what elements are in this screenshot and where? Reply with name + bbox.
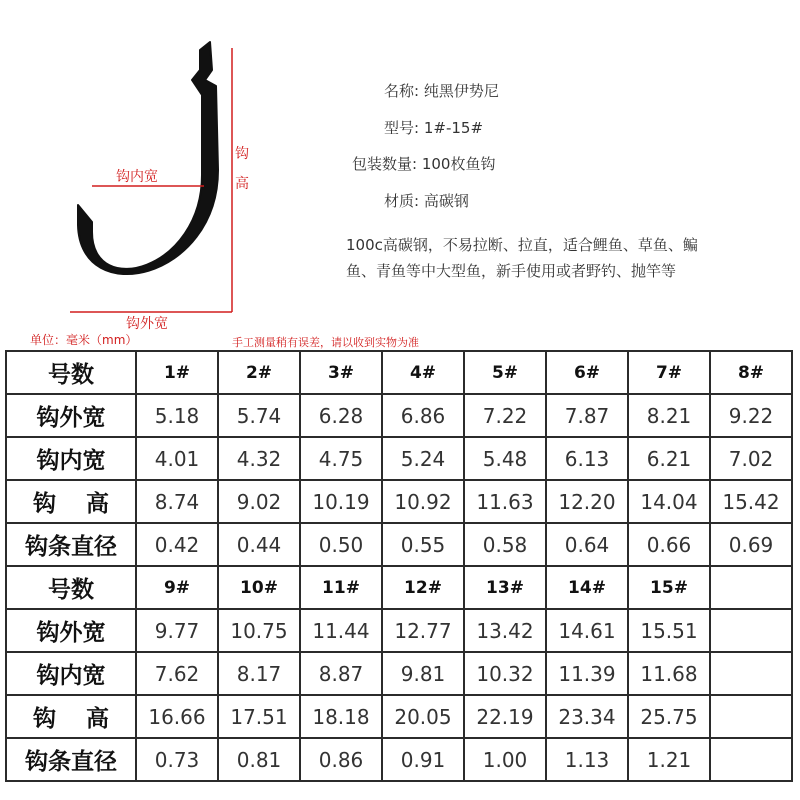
measurement-value: 0.69	[710, 523, 792, 566]
measurement-value: 9.02	[218, 480, 300, 523]
measurement-value: 4.32	[218, 437, 300, 480]
measurement-value: 8.17	[218, 652, 300, 695]
measurement-value	[710, 738, 792, 781]
measurement-label: 钩 高	[6, 695, 136, 738]
measurement-label: 钩内宽	[6, 652, 136, 695]
size-cell: 15#	[628, 566, 710, 609]
measurement-value: 7.87	[546, 394, 628, 437]
measurement-value: 9.81	[382, 652, 464, 695]
spec-package-label: 包装数量:	[352, 155, 418, 173]
height-label-top: 钩	[235, 146, 249, 162]
measurement-value: 11.68	[628, 652, 710, 695]
outer-width-label: 钩外宽	[126, 316, 168, 332]
measurement-label: 钩内宽	[6, 437, 136, 480]
hook-shape	[78, 42, 218, 274]
spec-model-label: 型号:	[384, 119, 420, 137]
size-cell: 12#	[382, 566, 464, 609]
measurement-value: 9.77	[136, 609, 218, 652]
unit-note: 单位：毫米（mm）	[30, 333, 138, 347]
measurement-value: 4.01	[136, 437, 218, 480]
measurement-value: 0.55	[382, 523, 464, 566]
measurement-row	[6, 394, 792, 437]
measurement-value: 1.13	[546, 738, 628, 781]
measurement-value: 7.22	[464, 394, 546, 437]
measurement-row	[6, 523, 792, 566]
measurement-value: 10.32	[464, 652, 546, 695]
size-cell	[710, 566, 792, 609]
measurement-value: 0.44	[218, 523, 300, 566]
measurement-value: 1.00	[464, 738, 546, 781]
spec-name-label: 名称:	[384, 82, 420, 100]
measurement-label: 钩条直径	[6, 738, 136, 781]
size-cell: 11#	[300, 566, 382, 609]
measurement-value: 14.61	[546, 609, 628, 652]
size-spec-table	[5, 350, 793, 782]
measurement-value: 11.44	[300, 609, 382, 652]
measurement-value: 0.91	[382, 738, 464, 781]
measurement-value: 5.24	[382, 437, 464, 480]
measurement-value: 0.86	[300, 738, 382, 781]
size-cell: 8#	[710, 351, 792, 394]
measurement-value: 6.13	[546, 437, 628, 480]
measurement-value: 15.42	[710, 480, 792, 523]
measurement-value: 23.34	[546, 695, 628, 738]
measurement-value: 17.51	[218, 695, 300, 738]
measurement-row	[6, 652, 792, 695]
measurement-value: 14.04	[628, 480, 710, 523]
measurement-label: 钩条直径	[6, 523, 136, 566]
measurement-value: 10.19	[300, 480, 382, 523]
spec-material-value: 高碳钢	[423, 192, 469, 210]
measurement-value: 6.21	[628, 437, 710, 480]
measurement-value: 22.19	[464, 695, 546, 738]
measurement-value: 8.21	[628, 394, 710, 437]
measurement-row	[6, 609, 792, 652]
spec-model	[384, 117, 483, 138]
size-cell: 4#	[382, 351, 464, 394]
measurement-value: 8.87	[300, 652, 382, 695]
measurement-value: 0.73	[136, 738, 218, 781]
measurement-value: 11.63	[464, 480, 546, 523]
measurement-row	[6, 480, 792, 523]
size-cell: 6#	[546, 351, 628, 394]
measurement-value: 12.77	[382, 609, 464, 652]
measurement-value: 5.74	[218, 394, 300, 437]
measurement-value: 7.62	[136, 652, 218, 695]
size-header-label: 号数	[6, 351, 136, 394]
size-cell: 3#	[300, 351, 382, 394]
measurement-value: 7.02	[710, 437, 792, 480]
product-description: 100c高碳钢，不易拉断、拉直，适合鲤鱼、草鱼、鳊鱼、青鱼等中大型鱼，新手使用或者野钓、抛竿等	[346, 236, 698, 280]
measurement-value: 8.74	[136, 480, 218, 523]
measurement-value: 4.75	[300, 437, 382, 480]
measurement-value: 5.48	[464, 437, 546, 480]
measurement-row	[6, 695, 792, 738]
size-cell: 2#	[218, 351, 300, 394]
measurement-row	[6, 437, 792, 480]
measurement-value: 0.81	[218, 738, 300, 781]
size-cell: 7#	[628, 351, 710, 394]
measurement-value: 0.58	[464, 523, 546, 566]
measurement-value: 16.66	[136, 695, 218, 738]
measurement-value: 9.22	[710, 394, 792, 437]
size-cell: 13#	[464, 566, 546, 609]
measurement-value: 20.05	[382, 695, 464, 738]
height-label-bottom: 高	[235, 176, 249, 192]
measurement-row	[6, 738, 792, 781]
measurement-label: 钩外宽	[6, 609, 136, 652]
measurement-value: 5.18	[136, 394, 218, 437]
measurement-value: 10.92	[382, 480, 464, 523]
size-cell: 1#	[136, 351, 218, 394]
spec-name	[384, 80, 499, 101]
spec-model-value: 1#-15#	[423, 119, 484, 137]
inner-width-label: 钩内宽	[116, 169, 158, 185]
measurement-value: 1.21	[628, 738, 710, 781]
measurement-value: 0.64	[546, 523, 628, 566]
measurement-value	[710, 652, 792, 695]
size-header-row	[6, 351, 792, 394]
spec-name-value: 纯黑伊势尼	[423, 82, 499, 100]
spec-package-value: 100枚鱼钩	[421, 155, 496, 173]
measurement-value: 6.28	[300, 394, 382, 437]
measurement-value: 10.75	[218, 609, 300, 652]
measurement-value	[710, 695, 792, 738]
measurement-warning: 手工测量稍有误差，请以收到实物为准	[232, 336, 419, 349]
measurement-value: 15.51	[628, 609, 710, 652]
measurement-label: 钩 高	[6, 480, 136, 523]
measurement-value: 0.66	[628, 523, 710, 566]
measurement-value: 11.39	[546, 652, 628, 695]
size-cell: 9#	[136, 566, 218, 609]
size-cell: 5#	[464, 351, 546, 394]
measurement-value: 12.20	[546, 480, 628, 523]
measurement-value	[710, 609, 792, 652]
measurement-value: 25.75	[628, 695, 710, 738]
measurement-value: 6.86	[382, 394, 464, 437]
measurement-value: 13.42	[464, 609, 546, 652]
size-header-row	[6, 566, 792, 609]
measurement-value: 0.42	[136, 523, 218, 566]
measurement-value: 0.50	[300, 523, 382, 566]
measurement-value: 18.18	[300, 695, 382, 738]
size-cell: 10#	[218, 566, 300, 609]
size-header-label: 号数	[6, 566, 136, 609]
spec-material-label: 材质:	[384, 192, 420, 210]
spec-package	[352, 153, 495, 174]
size-cell: 14#	[546, 566, 628, 609]
spec-material	[384, 190, 469, 211]
measurement-label: 钩外宽	[6, 394, 136, 437]
